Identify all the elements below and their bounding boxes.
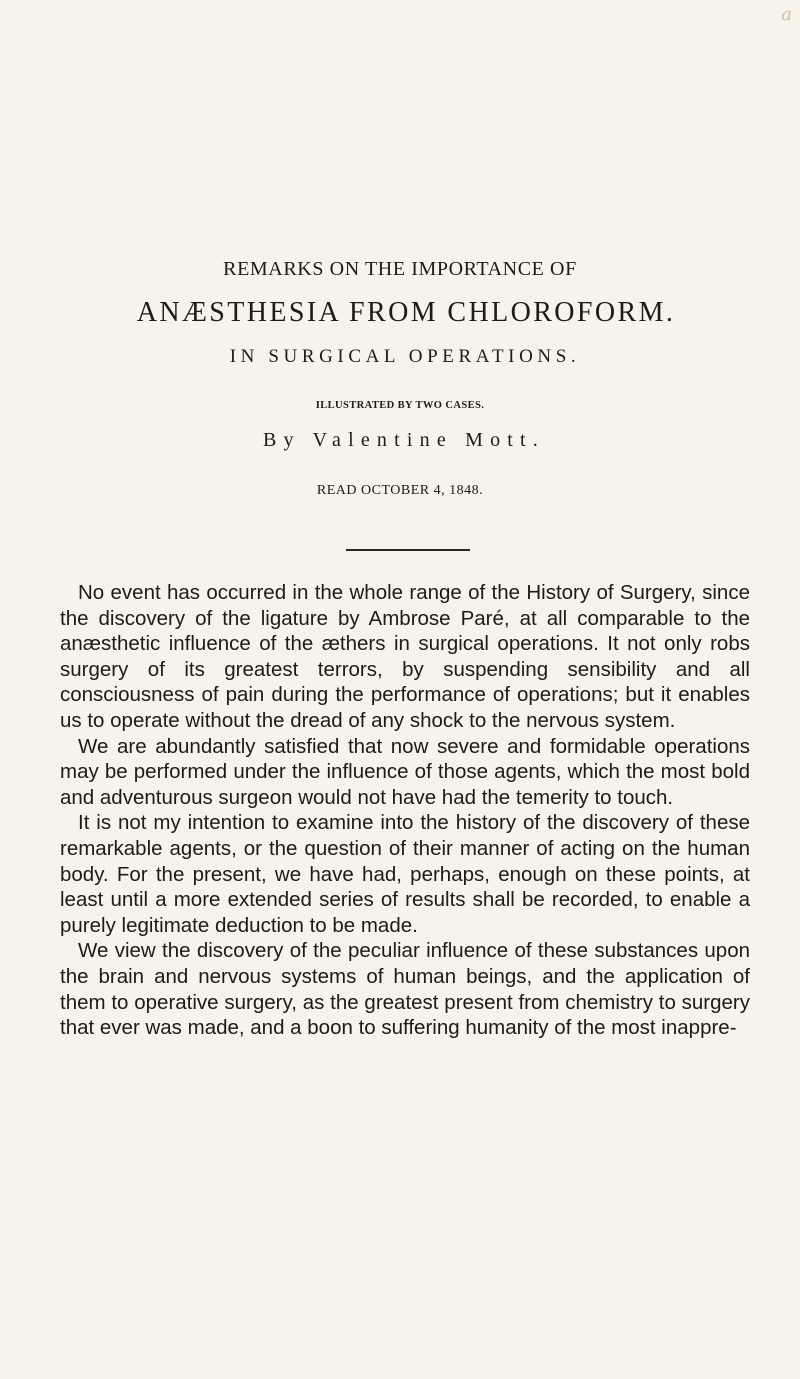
paragraph: We view the discovery of the peculiar influence of these substances upon the brain and nervous systems of human beings, and the application of them to operative surgery, as the greatest present from chemistry to surgery that ever was made, and a boon to suffering humanity of the most inappre- — [60, 939, 750, 1040]
section-divider — [346, 549, 470, 551]
corner-pencil-mark: a — [781, 4, 792, 25]
paragraph: No event has occurred in the whole range of the History of Surgery, since the discovery of the ligature by Ambrose Paré, at all comparable to the anæsthetic influence of the æthers in surgical operations. It not only robs surgery of its greatest terrors, by suspending sensibility and all consciousness of pain during the performance of operations; but it enables us to operate without the dread of any shock to the nervous system. — [60, 581, 750, 732]
subtitle: IN SURGICAL OPERATIONS. — [229, 346, 581, 367]
main-title: ANÆSTHESIA FROM CHLOROFORM. — [136, 297, 676, 328]
heading-remarks: REMARKS ON THE IMPORTANCE OF — [223, 258, 577, 280]
body-text — [60, 580, 750, 1041]
paragraph: It is not my intention to examine into the history of the discovery of these remarkable agents, or the question of their manner of acting on the human body. For the present, we have had, perhaps, enough on these points, at least until a more extended series of results shall be recorded, to enable a purely legitimate deduction to be made. — [60, 811, 750, 937]
paragraph: We are abundantly satisfied that now severe and formidable operations may be performed under the influence of those agents, which the most bold and adventurous surgeon would not have had the temerity to touch. — [60, 734, 750, 809]
author-line: By Valentine Mott. — [262, 429, 545, 451]
illustrated-note: ILLUSTRATED BY TWO CASES. — [315, 400, 485, 411]
read-date: READ OCTOBER 4, 1848. — [316, 483, 484, 498]
